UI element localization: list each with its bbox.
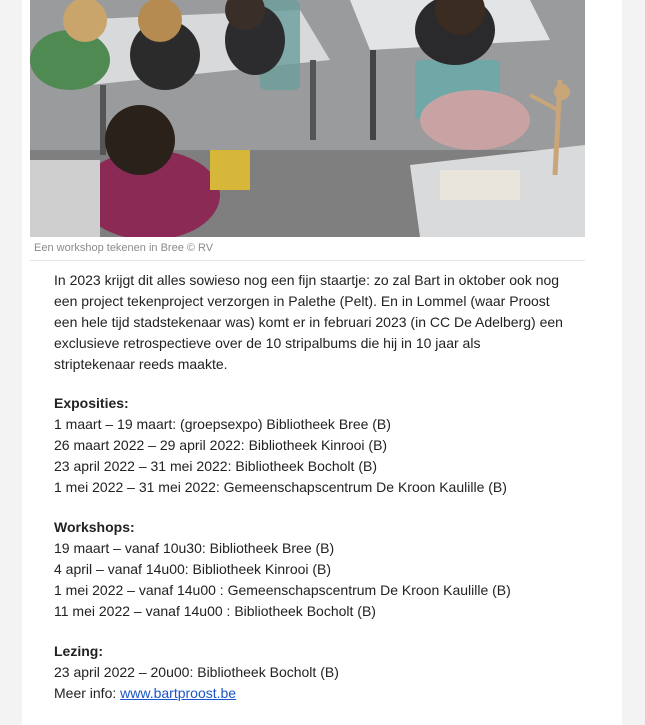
photo-caption: Een workshop tekenen in Bree © RV [30,237,585,261]
workshops-item: 4 april – vanaf 14u00: Bibliotheek Kinrooi (B) [54,561,332,577]
exposities-item: 23 april 2022 – 31 mei 2022: Bibliotheek Bocholt (B) [54,458,377,474]
workshops-item: 19 maart – vanaf 10u30: Bibliotheek Bree (B) [54,540,335,556]
exposities-item: 1 mei 2022 – 31 mei 2022: Gemeenschapscentrum De Kroon Kaulille (B) [54,479,507,495]
workshops-heading: Workshops: [54,519,135,535]
exposities-item: 1 maart – 19 maart: (groepsexpo) Bibliotheek Bree (B) [54,416,391,432]
classroom-illustration [30,0,585,237]
workshops-item: 1 mei 2022 – vanaf 14u00 : Gemeenschapscentrum De Kroon Kaulille (B) [54,582,511,598]
more-info-line [54,683,564,704]
workshop-photo [30,0,585,237]
workshops-item: 11 mei 2022 – vanaf 14u00 : Bibliotheek Bocholt (B) [54,603,376,619]
lezing-section [54,641,564,704]
lezing-heading: Lezing: [54,643,103,659]
article-page [22,0,622,725]
more-info-label: Meer info: [54,685,121,701]
exposities-heading: Exposities: [54,395,129,411]
article-body [54,270,564,723]
exposities-section [54,393,564,498]
workshops-section [54,517,564,622]
lezing-item: 23 april 2022 – 20u00: Bibliotheek Bocholt (B) [54,664,339,680]
intro-paragraph: In 2023 krijgt dit alles sowieso nog een fijn staartje: zo zal Bart in oktober ook nog een project tekenproject verzorgen in Palethe (Pelt). En in Lommel (waar Proost een hele tijd stadstekenaar was) komt er in februari 2023 (in CC De Adelberg) een exclusieve retrospectieve over de 10 stripalbums die hij in 10 jaar als striptekenaar reeds maakte. [54,272,563,372]
article-figure [30,0,585,261]
website-link[interactable]: www.bartproost.be [120,685,237,701]
exposities-item: 26 maart 2022 – 29 april 2022: Bibliotheek Kinrooi (B) [54,437,388,453]
